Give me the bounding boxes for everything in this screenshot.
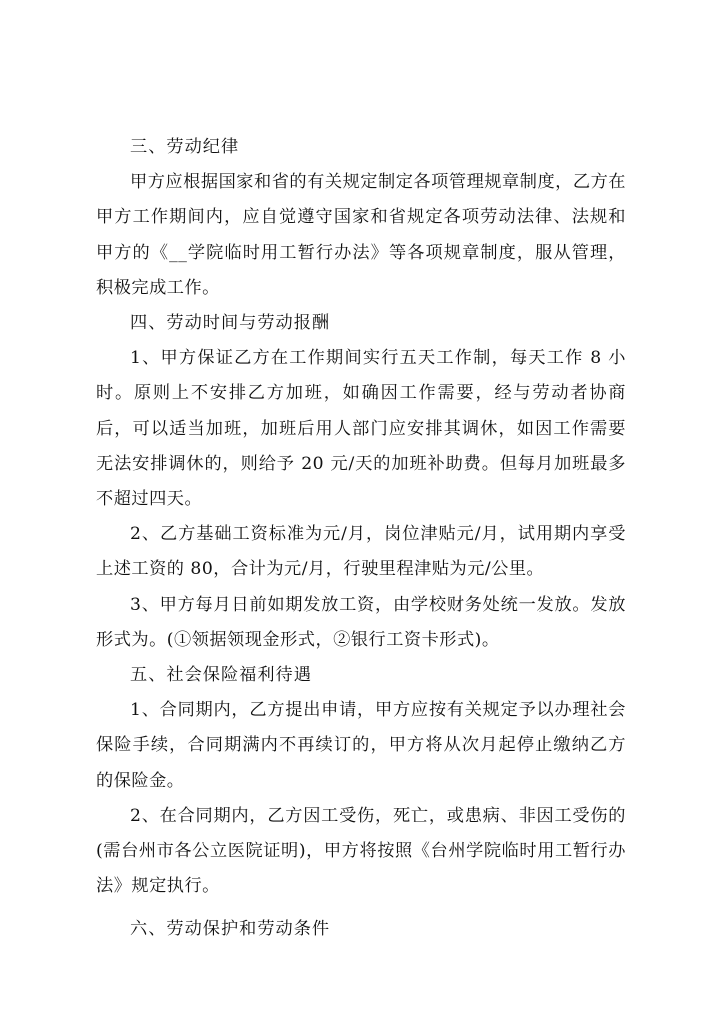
paragraph-discipline-rules: 甲方应根据国家和省的有关规定制定各项管理规章制度，乙方在甲方工作期间内，应自觉遵守国家和省规定各项劳动法律、法规和甲方的《__学院临时用工暂行办法》等各项规章制度，服从管理，积极完成工作。 <box>96 172 626 298</box>
paragraph-insurance-procedure: 1、合同期内，乙方提出申请，甲方应按有关规定予以办理社会保险手续，合同期满内不再续订的，甲方将从次月起停止缴纳乙方的保险金。 <box>96 700 626 791</box>
section-heading-labor-discipline: 三、劳动纪律 <box>130 137 240 157</box>
section-heading-labor-protection: 六、劳动保护和劳动条件 <box>130 919 331 940</box>
paragraph-salary-payment: 3、甲方每月日前如期发放工资，由学校财务处统一发放。发放形式为。(①领据领现金形式，②银行工资卡形式)。 <box>96 594 626 650</box>
section-heading-social-insurance: 五、社会保险福利待遇 <box>130 665 312 686</box>
section-heading-working-hours-pay: 四、劳动时间与劳动报酬 <box>130 313 331 334</box>
paragraph-working-hours: 1、甲方保证乙方在工作期间实行五天工作制，每天工作 8 小时。原则上不安排乙方加班，如确因工作需要，经与劳动者协商后，可以适当加班，加班后用人部门应安排其调休，如因工作需要无法安排调休的，则给予 20 元/天的加班补助费。但每月加班最多不超过四天。 <box>96 348 626 510</box>
paragraph-injury-handling: 2、在合同期内，乙方因工受伤，死亡，或患病、非因工受伤的(需台州市各公立医院证明)，甲方将按照《台州学院临时用工暂行办法》规定执行。 <box>96 805 626 897</box>
document-body <box>96 130 626 948</box>
paragraph-base-salary: 2、乙方基础工资标准为元/月，岗位津贴元/月，试用期内享受上述工资的 80，合计为元/月，行驶里程津贴为元/公里。 <box>96 524 626 580</box>
